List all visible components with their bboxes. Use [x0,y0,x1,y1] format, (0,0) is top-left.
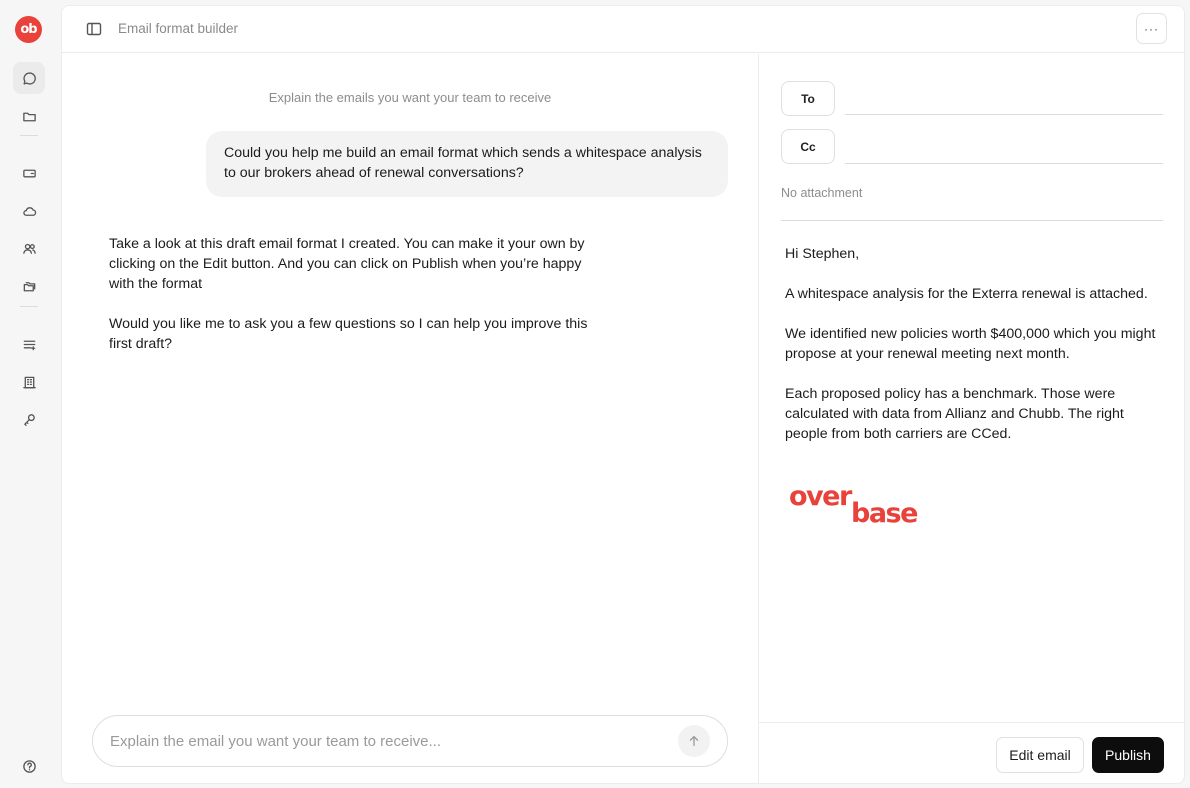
sidebar-toggle-button[interactable] [86,21,102,37]
cc-button[interactable]: Cc [781,129,835,164]
logo-word-over: over [789,484,851,512]
rail-folders-button[interactable] [13,270,45,302]
cc-underline [845,163,1163,164]
footer-divider [759,722,1185,723]
email-paragraph: A whitespace analysis for the Exterra renewal is attached. [785,286,1148,302]
assistant-paragraph: Take a look at this draft email format I created. You can make it your own by clicking on the Edit button. And you can click on Publish when you’re happy with the format [109,236,585,292]
to-button[interactable]: To [781,81,835,116]
user-message: Could you help me build an email format which sends a whitespace analysis to our brokers ahead of renewal conversations? [206,131,728,197]
rail-building-button[interactable] [13,366,45,398]
chat-icon [22,71,37,86]
rail-help-button[interactable] [13,750,45,782]
card-icon [22,166,37,181]
sidebar-toggle-icon [86,21,102,37]
rail-cloud-button[interactable] [13,195,45,227]
assistant-paragraph: Would you like me to ask you a few questions so I can help you improve this first draft? [109,316,588,352]
overbase-logo [787,484,927,528]
app-logo[interactable] [15,16,42,43]
users-icon [22,241,37,256]
top-bar [62,6,1184,53]
logo-text: ob [20,22,37,37]
help-icon [22,759,37,774]
attachment-status: No attachment [781,186,863,200]
edit-email-button[interactable]: Edit email [996,737,1084,773]
logo-word-base: base [851,498,917,528]
more-options-button[interactable] [1136,13,1167,44]
key-icon [22,412,37,427]
list-icon [22,337,37,352]
to-underline [845,114,1163,115]
more-icon: ··· [1144,21,1159,36]
chat-hint: Explain the emails you want your team to receive [268,90,552,105]
folder-icon [22,109,37,124]
attachment-divider [781,220,1163,221]
rail-card-button[interactable] [13,157,45,189]
building-icon [22,375,37,390]
folders-icon [22,279,37,294]
email-greeting: Hi Stephen, [785,246,860,262]
cloud-icon [22,204,37,219]
rail-key-button[interactable] [13,403,45,435]
arrow-up-icon [687,734,701,748]
rail-chat-button[interactable] [13,62,45,94]
publish-button[interactable]: Publish [1092,737,1164,773]
rail-divider [20,135,38,136]
email-preview-pane [758,54,1185,784]
page-title: Email format builder [118,21,239,36]
composer-input[interactable] [110,716,670,766]
composer [92,715,728,767]
send-button[interactable] [678,725,710,757]
assistant-message [109,234,609,354]
rail-list-button[interactable] [13,328,45,360]
to-field[interactable] [847,84,1161,112]
email-paragraph: We identified new policies worth $400,000 which you might propose at your renewal meeting next month. [785,326,1156,362]
left-rail [0,0,58,788]
rail-divider [20,306,38,307]
rail-folder-button[interactable] [13,100,45,132]
rail-users-button[interactable] [13,232,45,264]
main-card [61,5,1185,784]
email-body [785,244,1165,444]
cc-field[interactable] [847,132,1161,160]
email-paragraph: Each proposed policy has a benchmark. Those were calculated with data from Allianz and Chubb. The right people from both carriers are CCed. [785,386,1124,442]
chat-pane [62,54,758,784]
